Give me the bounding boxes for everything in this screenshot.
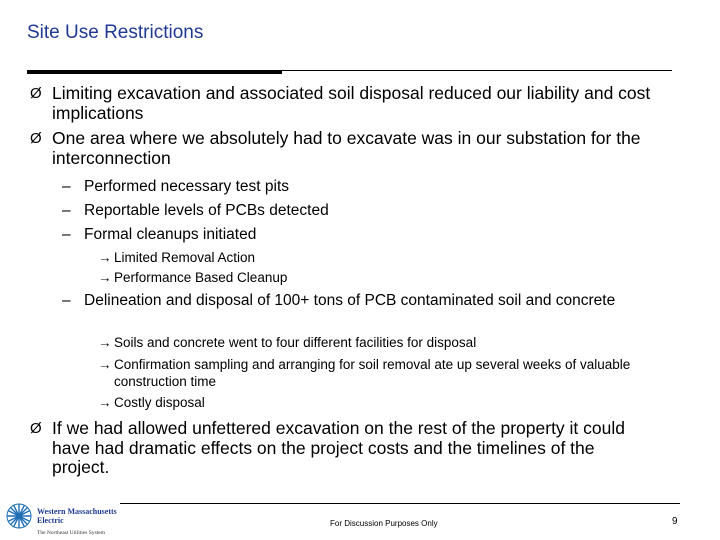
page-number: 9	[672, 516, 678, 527]
footer-disclaimer: For Discussion Purposes Only	[330, 519, 438, 528]
right-arrow-icon: →	[98, 395, 112, 410]
bullet-text: Formal cleanups initiated	[84, 226, 257, 243]
bullet-text: Delineation and disposal of 100+ tons of PCB contaminated soil and concrete	[84, 292, 616, 309]
bullet-text: Limited Removal Action	[114, 250, 256, 265]
bullet-text: Confirmation sampling and arranging for soil removal ate up several weeks of valuable construction time	[114, 357, 631, 389]
title-underline-thick	[27, 70, 282, 74]
arrow-bullet-icon: Ø	[30, 85, 42, 102]
bullet-text: Performed necessary test pits	[84, 178, 290, 195]
right-arrow-icon: →	[98, 335, 112, 350]
dash-bullet-icon: –	[62, 226, 71, 243]
right-arrow-icon: →	[98, 357, 112, 372]
bullet-text: One area where we absolutely had to excavate was in our substation for the interconnection	[52, 128, 641, 168]
dash-bullet-icon: –	[62, 178, 71, 195]
bullet-text: If we had allowed unfettered excavation on the rest of the property it could have had dramatic effects on the project costs and the timelines of the project.	[52, 418, 625, 477]
logo-tagline: The Northeast Utilities System	[37, 530, 105, 536]
bullet-text: Costly disposal	[114, 395, 205, 410]
bullet-text: Performance Based Cleanup	[114, 270, 288, 285]
bullet-text: Limiting excavation and associated soil disposal reduced our liability and cost implications	[52, 83, 651, 123]
bullet-text: Soils and concrete went to four different facilities for disposal	[114, 335, 477, 350]
right-arrow-icon: →	[98, 270, 112, 285]
bullet-text: Reportable levels of PCBs detected	[84, 202, 329, 219]
dash-bullet-icon: –	[62, 202, 71, 219]
right-arrow-icon: →	[98, 250, 112, 265]
logo-company-name-2: Electric	[37, 516, 64, 525]
slide-title: Site Use Restrictions	[27, 22, 204, 43]
logo-company-name: Western Massachusetts	[37, 507, 117, 516]
footer-divider	[120, 503, 680, 504]
dash-bullet-icon: –	[62, 292, 71, 309]
arrow-bullet-icon: Ø	[30, 420, 42, 437]
company-logo-icon	[6, 503, 32, 529]
arrow-bullet-icon: Ø	[30, 130, 42, 147]
title-underline-thin	[282, 70, 672, 71]
